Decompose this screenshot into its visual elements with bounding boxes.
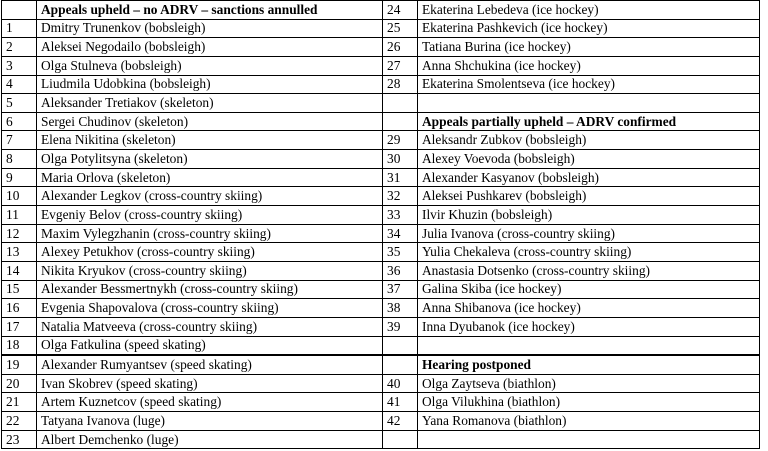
- athlete-name: Maria Orlova (skeleton): [37, 168, 383, 187]
- athlete-name: Aleksander Tretiakov (skeleton): [37, 94, 383, 113]
- row-number: 7: [2, 131, 37, 150]
- athlete-name: Anastasia Dotsenko (cross-country skiing): [418, 261, 760, 280]
- table-row: [2, 206, 760, 225]
- athlete-name: Tatyana Ivanova (luge): [37, 412, 383, 431]
- row-number: 26: [383, 38, 418, 57]
- row-number: 4: [2, 75, 37, 94]
- table-row: [2, 336, 760, 355]
- row-number: 13: [2, 243, 37, 262]
- row-number: 9: [2, 168, 37, 187]
- athlete-name: Dmitry Trunenkov (bobsleigh): [37, 19, 383, 38]
- athlete-name: Natalia Matveeva (cross-country skiing): [37, 317, 383, 336]
- athlete-name: Alexander Kasyanov (bobsleigh): [418, 168, 760, 187]
- athlete-name: Ilvir Khuzin (bobsleigh): [418, 206, 760, 225]
- athlete-name: Ekaterina Lebedeva (ice hockey): [418, 1, 760, 20]
- section-heading-upheld: Appeals upheld – no ADRV – sanctions annulled: [37, 1, 383, 20]
- athlete-name: Ekaterina Smolentseva (ice hockey): [418, 75, 760, 94]
- athlete-name: Artem Kuznetcov (speed skating): [37, 393, 383, 412]
- row-number: 24: [383, 1, 418, 20]
- row-number: 38: [383, 299, 418, 318]
- row-number: 31: [383, 168, 418, 187]
- row-number: 2: [2, 38, 37, 57]
- table-row: [2, 168, 760, 187]
- table-row: [2, 56, 760, 75]
- athlete-name: Maxim Vylegzhanin (cross-country skiing): [37, 224, 383, 243]
- row-number: 8: [2, 150, 37, 169]
- athlete-name: Alexey Petukhov (cross-country skiing): [37, 243, 383, 262]
- row-number: 5: [2, 94, 37, 113]
- athlete-name: Ekaterina Pashkevich (ice hockey): [418, 19, 760, 38]
- athlete-name: Albert Demchenko (luge): [37, 430, 383, 449]
- athlete-name: Yulia Chekaleva (cross-country skiing): [418, 243, 760, 262]
- athlete-name: Olga Vilukhina (biathlon): [418, 393, 760, 412]
- row-number: 28: [383, 75, 418, 94]
- row-number: [383, 112, 418, 131]
- athlete-name: Tatiana Burina (ice hockey): [418, 38, 760, 57]
- row-number: [2, 1, 37, 20]
- row-number: [383, 336, 418, 355]
- row-number: 33: [383, 206, 418, 225]
- row-number: 19: [2, 355, 37, 374]
- row-number: 17: [2, 317, 37, 336]
- athlete-name: Anna Shibanova (ice hockey): [418, 299, 760, 318]
- athlete-name: Evgeniy Belov (cross-country skiing): [37, 206, 383, 225]
- athlete-name: Alexander Bessmertnykh (cross-country skiing): [37, 280, 383, 299]
- table-row: [2, 430, 760, 449]
- table-row: [2, 280, 760, 299]
- table-row: [2, 150, 760, 169]
- athlete-name: Ivan Skobrev (speed skating): [37, 374, 383, 393]
- athlete-name: Olga Potylitsyna (skeleton): [37, 150, 383, 169]
- results-table: [1, 0, 760, 449]
- row-number: 42: [383, 412, 418, 431]
- athlete-name: Olga Zaytseva (biathlon): [418, 374, 760, 393]
- athlete-name: Julia Ivanova (cross-country skiing): [418, 224, 760, 243]
- athlete-name: [418, 430, 760, 449]
- athlete-name: Aleksei Negodailo (bobsleigh): [37, 38, 383, 57]
- athlete-name: Alexander Legkov (cross-country skiing): [37, 187, 383, 206]
- table-row: [2, 243, 760, 262]
- row-number: 40: [383, 374, 418, 393]
- row-number: [383, 94, 418, 113]
- athlete-name: Olga Stulneva (bobsleigh): [37, 56, 383, 75]
- table-row: [2, 299, 760, 318]
- section-heading-partially-upheld: Appeals partially upheld – ADRV confirmed: [418, 112, 760, 131]
- athlete-name: Evgenia Shapovalova (cross-country skiing): [37, 299, 383, 318]
- row-number: 16: [2, 299, 37, 318]
- table-row: [2, 19, 760, 38]
- row-number: 27: [383, 56, 418, 75]
- row-number: 14: [2, 261, 37, 280]
- table-row: [2, 1, 760, 20]
- athlete-name: Elena Nikitina (skeleton): [37, 131, 383, 150]
- row-number: 1: [2, 19, 37, 38]
- table-row: [2, 355, 760, 374]
- row-number: 15: [2, 280, 37, 299]
- table-row: [2, 131, 760, 150]
- athlete-name: Olga Fatkulina (speed skating): [37, 336, 383, 355]
- row-number: 11: [2, 206, 37, 225]
- row-number: 29: [383, 131, 418, 150]
- row-number: 37: [383, 280, 418, 299]
- athlete-name: Alexey Voevoda (bobsleigh): [418, 150, 760, 169]
- athlete-name: Alexander Rumyantsev (speed skating): [37, 355, 383, 374]
- table-row: [2, 187, 760, 206]
- row-number: [383, 430, 418, 449]
- table-row: [2, 317, 760, 336]
- row-number: 32: [383, 187, 418, 206]
- row-number: 41: [383, 393, 418, 412]
- table-row: [2, 393, 760, 412]
- athlete-name: Liudmila Udobkina (bobsleigh): [37, 75, 383, 94]
- athlete-name: Aleksei Pushkarev (bobsleigh): [418, 187, 760, 206]
- row-number: 34: [383, 224, 418, 243]
- athlete-name: [418, 94, 760, 113]
- table-row: [2, 412, 760, 431]
- table-row: [2, 38, 760, 57]
- athlete-name: Yana Romanova (biathlon): [418, 412, 760, 431]
- table-row: [2, 75, 760, 94]
- table-row: [2, 224, 760, 243]
- row-number: 6: [2, 112, 37, 131]
- table-row: [2, 112, 760, 131]
- row-number: 25: [383, 19, 418, 38]
- row-number: 12: [2, 224, 37, 243]
- athlete-name: [418, 336, 760, 355]
- row-number: 30: [383, 150, 418, 169]
- athlete-name: Sergei Chudinov (skeleton): [37, 112, 383, 131]
- table-row: [2, 261, 760, 280]
- table-row: [2, 374, 760, 393]
- athlete-name: Galina Skiba (ice hockey): [418, 280, 760, 299]
- table-row: [2, 94, 760, 113]
- row-number: 23: [2, 430, 37, 449]
- athlete-name: Inna Dyubanok (ice hockey): [418, 317, 760, 336]
- row-number: 20: [2, 374, 37, 393]
- row-number: 18: [2, 336, 37, 355]
- section-heading-postponed: Hearing postponed: [418, 355, 760, 374]
- athlete-name: Anna Shchukina (ice hockey): [418, 56, 760, 75]
- row-number: 3: [2, 56, 37, 75]
- athlete-name: Aleksandr Zubkov (bobsleigh): [418, 131, 760, 150]
- row-number: 21: [2, 393, 37, 412]
- athlete-name: Nikita Kryukov (cross-country skiing): [37, 261, 383, 280]
- row-number: 22: [2, 412, 37, 431]
- row-number: 36: [383, 261, 418, 280]
- row-number: 10: [2, 187, 37, 206]
- row-number: 35: [383, 243, 418, 262]
- row-number: [383, 355, 418, 374]
- row-number: 39: [383, 317, 418, 336]
